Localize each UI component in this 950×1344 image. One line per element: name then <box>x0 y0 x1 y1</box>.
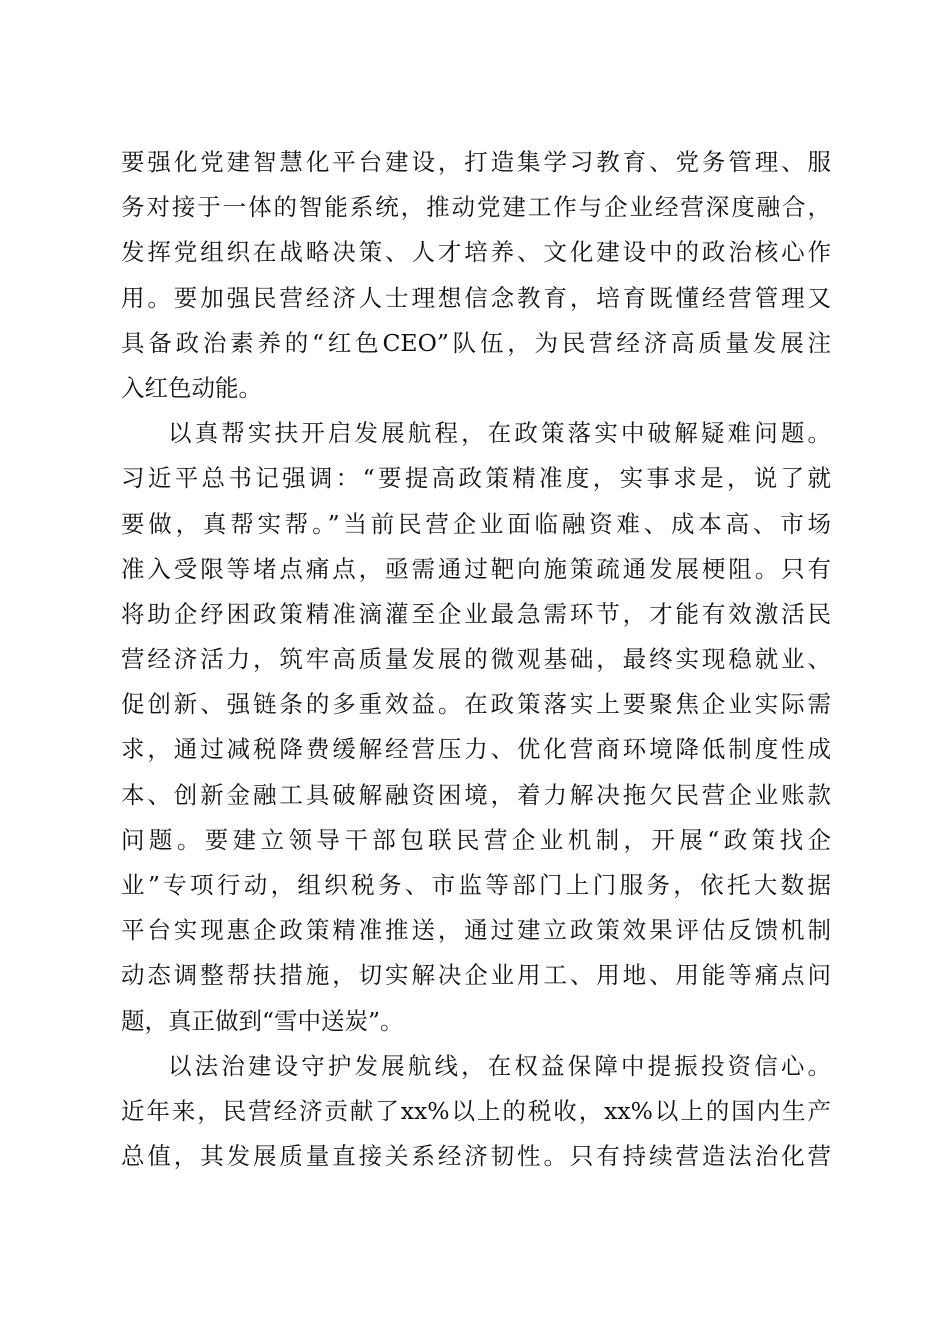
document-body <box>121 140 831 1179</box>
text-line: 业”专项行动，组织税务、市监等部门上门服务，依托大数据 <box>121 871 831 899</box>
text-line: 求，通过减税降费缓解经营压力、优化营商环境降低制度性成 <box>121 735 831 764</box>
text-line: 营经济活力，筑牢高质量发展的微观基础，最终实现稳就业、 <box>121 645 831 674</box>
text-line: 要强化党建智慧化平台建设，打造集学习教育、党务管理、服 <box>121 148 831 176</box>
text-line: 入红色动能。 <box>121 373 262 402</box>
paragraph-heading-line: 以法治建设守护发展航线，在权益保障中提振投资信心。 <box>168 1051 831 1080</box>
text-line: 题，真正做到“雪中送炭”。 <box>121 1006 404 1035</box>
text-line: 促创新、强链条的多重效益。在政策落实上要聚焦企业实际需 <box>121 690 831 719</box>
text-line: 动态调整帮扶措施，切实解决企业用工、用地、用能等痛点问 <box>121 961 831 990</box>
text-line: 本、创新金融工具破解融资困境，着力解决拖欠民营企业账款 <box>121 780 831 809</box>
text-line: 问题。要建立领导干部包联民营企业机制，开展“政策找企 <box>121 825 831 854</box>
text-line: 要做，真帮实帮。”当前民营企业面临融资难、成本高、市场 <box>121 509 831 538</box>
text-line: 务对接于一体的智能系统，推动党建工作与企业经营深度融合， <box>121 193 831 222</box>
text-line: 近年来，民营经济贡献了xx%以上的税收，xx%以上的国内生产 <box>121 1096 831 1125</box>
text-line: 总值，其发展质量直接关系经济韧性。只有持续营造法治化营 <box>121 1142 831 1171</box>
text-line: 平台实现惠企政策精准推送，通过建立政策效果评估反馈机制 <box>121 916 831 945</box>
text-line: 用。要加强民营经济人士理想信念教育，培育既懂经营管理又 <box>121 283 831 312</box>
paragraph-heading-line: 以真帮实扶开启发展航程，在政策落实中破解疑难问题。 <box>168 419 831 448</box>
text-line: 习近平总书记强调：“要提高政策精准度，实事求是，说了就 <box>121 464 831 493</box>
text-line: 发挥党组织在战略决策、人才培养、文化建设中的政治核心作 <box>121 238 831 267</box>
text-line: 准入受限等堵点痛点，亟需通过靶向施策疏通发展梗阻。只有 <box>121 554 831 583</box>
text-line: 具备政治素养的“红色CEO”队伍，为民营经济高质量发展注 <box>121 328 831 357</box>
text-line: 将助企纾困政策精准滴灌至企业最急需环节，才能有效激活民 <box>121 599 831 628</box>
